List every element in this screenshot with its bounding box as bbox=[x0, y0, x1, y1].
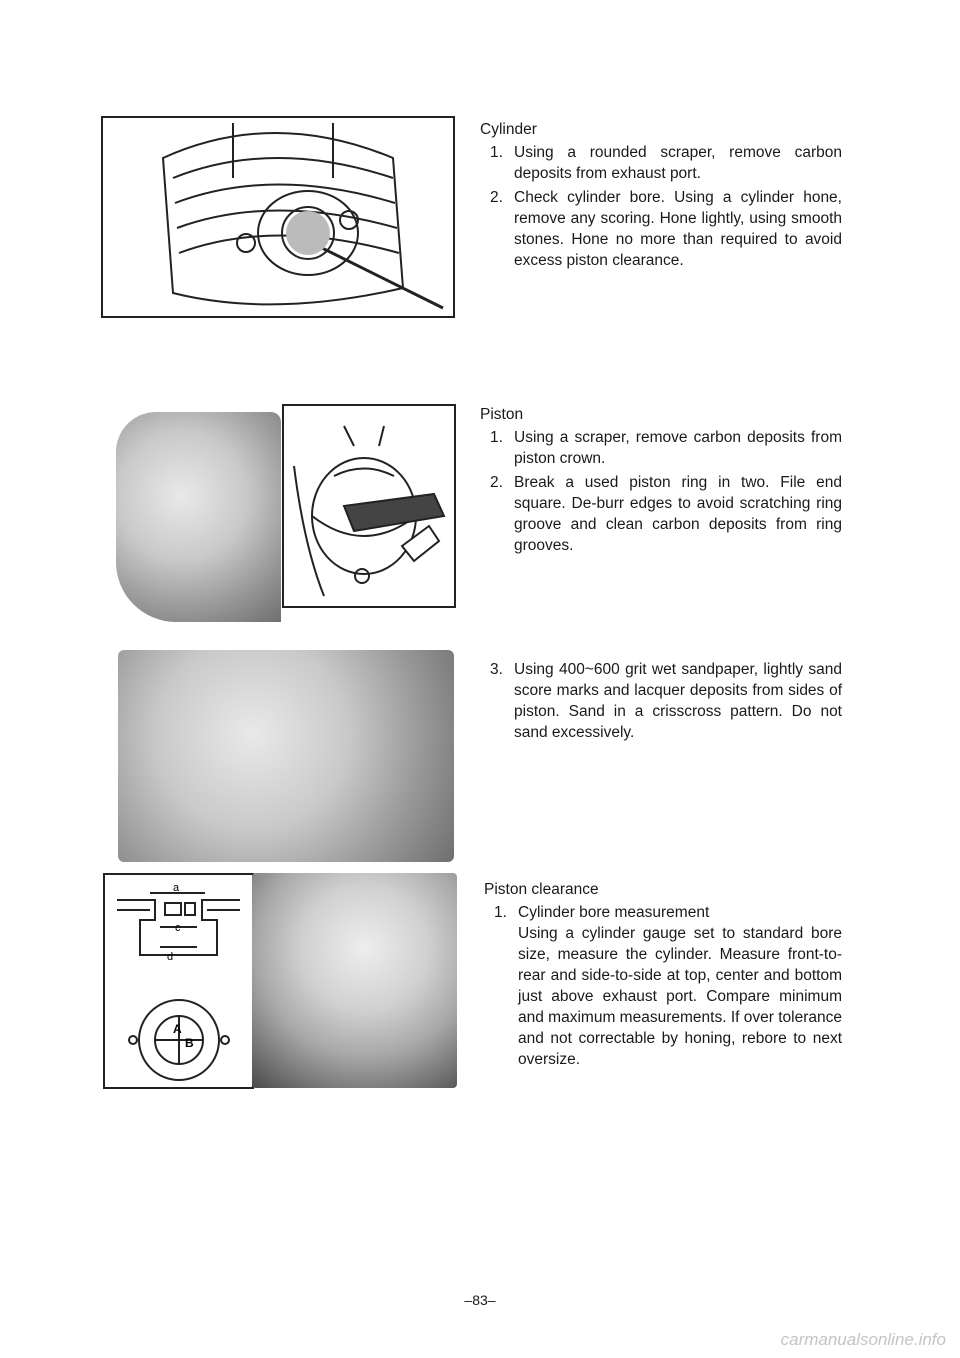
label-a: a bbox=[173, 882, 180, 894]
piston-illustration bbox=[284, 406, 454, 606]
piston-step-3: 3. Using 400~600 grit wet sandpaper, lightly sand score marks and lacquer deposits from sides of piston. Sand in a crisscross pattern. Do not sand excessively. bbox=[490, 661, 842, 741]
cylinder-gauge-photo bbox=[252, 873, 457, 1088]
piston-step-1: 1. Using a scraper, remove carbon deposits from piston crown. bbox=[490, 429, 842, 467]
piston-sanding-photo bbox=[118, 650, 454, 862]
clearance-section bbox=[484, 879, 842, 1070]
clearance-heading: Piston clearance bbox=[484, 881, 599, 898]
cylinder-measurement-diagram bbox=[103, 873, 254, 1089]
cylinder-step-1: 1. Using a rounded scraper, remove carbon deposits from exhaust port. bbox=[490, 144, 842, 182]
piston-heading: Piston bbox=[480, 406, 524, 423]
watermark: carmanualsonline.info bbox=[780, 1330, 946, 1349]
piston-crown-drawing bbox=[282, 404, 456, 608]
cylinder-step-2: 2. Check cylinder bore. Using a cylinder hone, remove any scoring. Hone lightly, using smooth stones. Hone no more than required to avoid excess piston clearance. bbox=[490, 189, 842, 269]
cylinder-exhaust-drawing bbox=[101, 116, 455, 318]
clearance-paragraph: Using a cylinder gauge set to standard bore size, measure the cylinder. Measure front-to-rear and side-to-side at top, center and bottom just above exhaust port. Compare minimum and maximum measurements. If over tolerance and not correctable by honing, rebore to next oversize. bbox=[518, 925, 842, 1068]
piston-scraping-photo bbox=[116, 412, 281, 622]
measurement-illustration bbox=[105, 875, 252, 1087]
cylinder-section bbox=[480, 119, 842, 274]
piston-step-2: 2. Break a used piston ring in two. File end square. De-burr edges to avoid scratching ring groove and clean carbon deposits from ring grooves. bbox=[490, 474, 842, 554]
page-number: –83– bbox=[464, 1292, 496, 1308]
cylinder-heading: Cylinder bbox=[480, 121, 537, 138]
label-B: B bbox=[185, 1036, 194, 1050]
clearance-step-1: 1. Cylinder bore measurement bbox=[494, 904, 710, 921]
piston-step-3-block bbox=[480, 659, 842, 746]
piston-section bbox=[480, 404, 842, 559]
label-A: A bbox=[173, 1022, 182, 1036]
label-c: c bbox=[175, 922, 181, 934]
cylinder-illustration bbox=[103, 118, 453, 316]
label-d: d bbox=[167, 951, 174, 963]
